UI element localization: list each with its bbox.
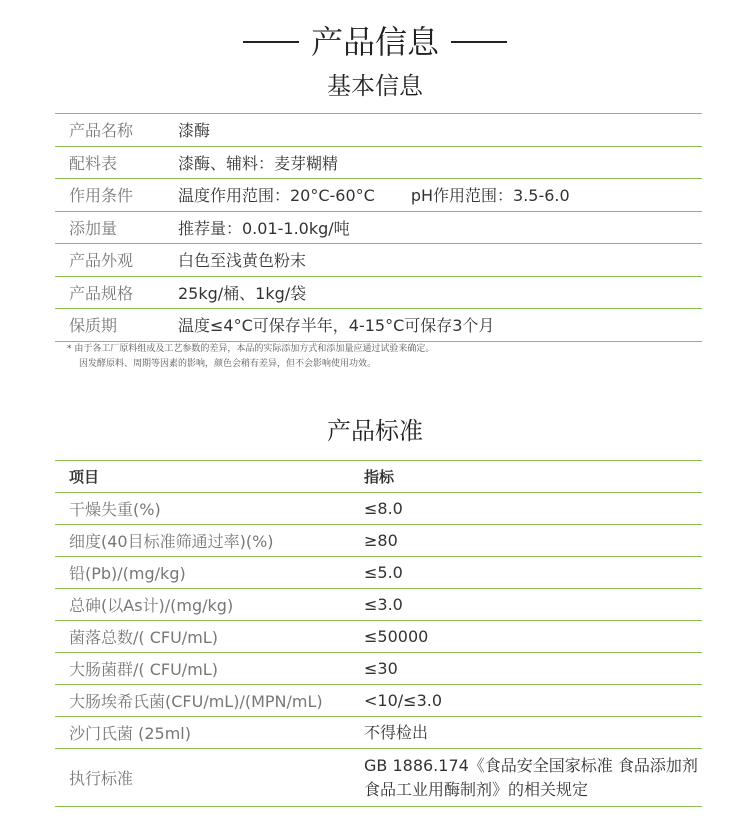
header-item: 项目 [69, 468, 100, 486]
title-dash-left [243, 41, 299, 43]
row-key: 铅(Pb)/(mg/kg) [69, 564, 186, 583]
row-key: 产品名称 [69, 121, 134, 141]
main-title-text: 产品信息 [310, 23, 439, 61]
main-title [0, 18, 750, 66]
table-row [55, 179, 702, 212]
row-value: GB 1886.174《食品安全国家标准 食品添加剂 食品工业用酶制剂》的相关规定 [364, 755, 698, 799]
basic-info-table [55, 113, 702, 342]
table-row [55, 525, 702, 557]
row-key: 大肠菌群/( CFU/mL) [69, 660, 218, 679]
row-value: 漆酶、辅料：麦芽糊精 [178, 153, 339, 173]
row-value: 白色至浅黄色粉末 [178, 251, 307, 271]
footnote-line-2: 因发酵原料、周期等因素的影响，颜色会稍有差异，但不会影响使用功效。 [79, 359, 377, 369]
table-row [55, 749, 702, 807]
row-value: 推荐量：0.01-1.0kg/吨 [178, 218, 350, 238]
table-row [55, 244, 702, 277]
table-row [55, 114, 702, 147]
row-key: 菌落总数/( CFU/mL) [69, 628, 218, 647]
row-key: 细度(40目标准筛通过率)(%) [69, 532, 274, 551]
row-key: 添加量 [69, 218, 118, 238]
row-value: ≤5.0 [364, 562, 403, 582]
row-key: 干燥失重(%) [69, 500, 161, 519]
row-key: 产品外观 [69, 251, 134, 271]
row-value: 25kg/桶、1kg/袋 [178, 283, 307, 303]
table-row [55, 493, 702, 525]
row-value: ≥80 [364, 530, 398, 550]
row-key: 产品规格 [69, 283, 134, 303]
table-row [55, 147, 702, 180]
temperature-range: 温度作用范围：20°C-60°C [178, 186, 375, 206]
footnote-line-1: * 由于各工厂原料组成及工艺参数的差异，本品的实际添加方式和添加量应通过试验来确定。 [67, 344, 435, 354]
row-value: ≤50000 [364, 626, 429, 646]
standard-title: 产品标准 [327, 417, 423, 445]
row-value: ≤30 [364, 658, 398, 678]
row-value: <10/≤3.0 [364, 690, 443, 710]
table-header-row [55, 461, 702, 493]
table-row [55, 621, 702, 653]
header-indicator: 指标 [364, 467, 395, 486]
standard-table [55, 460, 702, 807]
table-row [55, 589, 702, 621]
ph-range: pH作用范围：3.5-6.0 [410, 186, 570, 206]
row-value: 不得检出 [364, 722, 429, 742]
table-row [55, 653, 702, 685]
basic-info-title: 基本信息 [327, 72, 423, 100]
table-row [55, 277, 702, 310]
row-value: 温度≤4°C可保存半年，4-15°C可保存3个月 [178, 316, 495, 336]
row-key: 配料表 [69, 153, 118, 173]
title-dash-right [451, 41, 507, 43]
row-key: 作用条件 [69, 186, 134, 206]
row-key: 沙门氏菌 (25ml) [69, 724, 191, 743]
row-key: 总砷(以As计)/(mg/kg) [69, 596, 234, 615]
table-row [55, 557, 702, 589]
footnote [67, 342, 434, 372]
table-row [55, 212, 702, 245]
table-row [55, 717, 702, 749]
table-row [55, 685, 702, 717]
row-key: 执行标准 [69, 769, 134, 788]
row-value: ≤8.0 [364, 498, 403, 518]
row-key: 保质期 [69, 316, 118, 336]
row-value-pair [178, 183, 702, 206]
row-value: 漆酶 [178, 121, 211, 141]
table-row [55, 309, 702, 342]
row-value: ≤3.0 [364, 594, 403, 614]
row-key: 大肠埃希氏菌(CFU/mL)/(MPN/mL) [69, 692, 323, 711]
